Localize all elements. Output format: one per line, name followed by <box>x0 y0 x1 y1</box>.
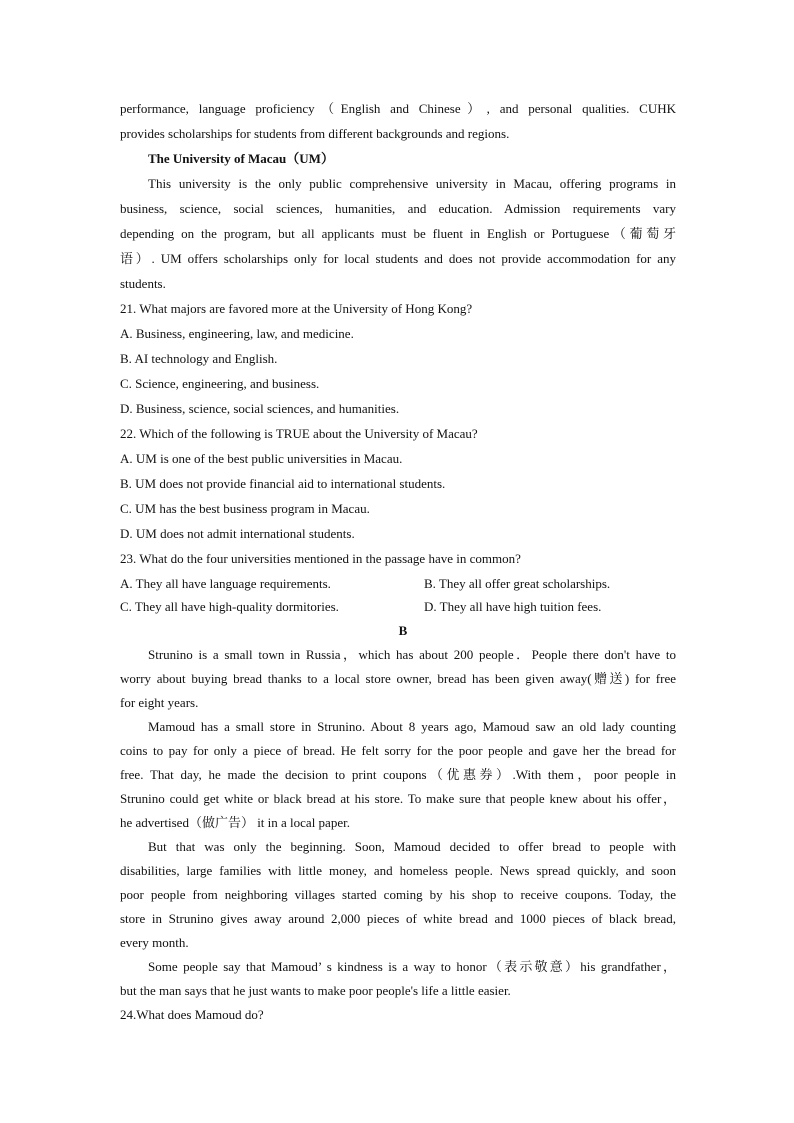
question-22-option-d: D. UM does not admit international students. <box>120 526 355 541</box>
question-22-option-a: A. UM is one of the best public universities in Macau. <box>120 451 403 466</box>
question-21-option-c: C. Science, engineering, and business. <box>120 376 320 391</box>
um-text-line-4: 语）. UM offers scholarships only for local students and does not provide accommodation for any <box>120 251 676 266</box>
um-text-line-3: depending on the program, but all applicants must be fluent in English or Portuguese（葡萄牙 <box>120 226 676 241</box>
question-23-option-a: A. They all have language requirements. <box>120 576 331 591</box>
passage-b-p2-line-1: Mamoud has a small store in Strunino. About 8 years ago, Mamoud saw an old lady counting <box>148 719 676 734</box>
question-21-option-a: A. Business, engineering, law, and medicine. <box>120 326 354 341</box>
passage-b-p3-line-1: But that was only the beginning. Soon, Mamoud decided to offer bread to people with <box>148 839 676 854</box>
passage-b-label: B <box>398 623 408 638</box>
question-21-option-d: D. Business, science, social sciences, and humanities. <box>120 401 400 416</box>
passage-b-p1-line-3: for eight years. <box>120 695 199 710</box>
question-23-option-d: D. They all have high tuition fees. <box>424 599 602 614</box>
question-22-option-c: C. UM has the best business program in Macau. <box>120 501 370 516</box>
passage-b-p4-line-2: but the man says that he just wants to make poor people's life a little easier. <box>120 983 511 998</box>
question-21-stem: 21. What majors are favored more at the University of Hong Kong? <box>120 301 473 316</box>
question-22-stem: 22. Which of the following is TRUE about the University of Macau? <box>120 426 478 441</box>
question-24-stem: 24.What does Mamoud do? <box>120 1007 264 1022</box>
passage-b-p4-line-1: Some people say that Mamoud’ s kindness is a way to honor（表示敬意）his grandfather， <box>148 959 676 974</box>
passage-b-p3-line-3: poor people from neighboring villages started coming by his shop to receive coupons. Today, the <box>120 887 676 902</box>
um-text-line-5: students. <box>120 276 166 291</box>
passage-b-p2-line-5: he advertised（做广告） it in a local paper. <box>120 815 350 830</box>
passage-b-p2-line-4: Strunino could get white or black bread at his store. To make sure that people knew about his offer， <box>120 791 676 806</box>
passage-b-p3-line-2: disabilities, large families with little money, and homeless people. News spread quickly, and soon <box>120 863 676 878</box>
passage-b-p3-line-5: every month. <box>120 935 189 950</box>
cuhk-text-line-2: provides scholarships for students from different backgrounds and regions. <box>120 126 510 141</box>
um-heading: The University of Macau（UM） <box>148 151 334 166</box>
passage-b-p3-line-4: store in Strunino gives away around 2,000 pieces of white bread and 1000 pieces of black bread, <box>120 911 676 926</box>
um-text-line-1: This university is the only public comprehensive university in Macau, offering programs in <box>148 176 676 191</box>
question-21-option-b: B. AI technology and English. <box>120 351 278 366</box>
question-23-stem: 23. What do the four universities mentioned in the passage have in common? <box>120 551 521 566</box>
cuhk-text-line-1: performance, language proficiency（English and Chinese）, and personal qualities. CUHK <box>120 101 676 116</box>
passage-b-p2-line-2: coins to pay for only a piece of bread. He felt sorry for the poor people and gave her the bread for <box>120 743 676 758</box>
passage-b-p1-line-2: worry about buying bread thanks to a local store owner, bread has been given away(赠送) for free <box>120 671 676 686</box>
passage-b-p1-line-1: Strunino is a small town in Russia，which has about 200 people．People there don't have to <box>148 647 676 662</box>
um-text-line-2: business, science, social sciences, humanities, and education. Admission requirements vary <box>120 201 676 216</box>
passage-b-p2-line-3: free. That day, he made the decision to print coupons（优惠券）.With them，poor people in <box>120 767 676 782</box>
question-23-option-c: C. They all have high-quality dormitories. <box>120 599 339 614</box>
question-23-option-b: B. They all offer great scholarships. <box>424 576 611 591</box>
question-22-option-b: B. UM does not provide financial aid to international students. <box>120 476 446 491</box>
